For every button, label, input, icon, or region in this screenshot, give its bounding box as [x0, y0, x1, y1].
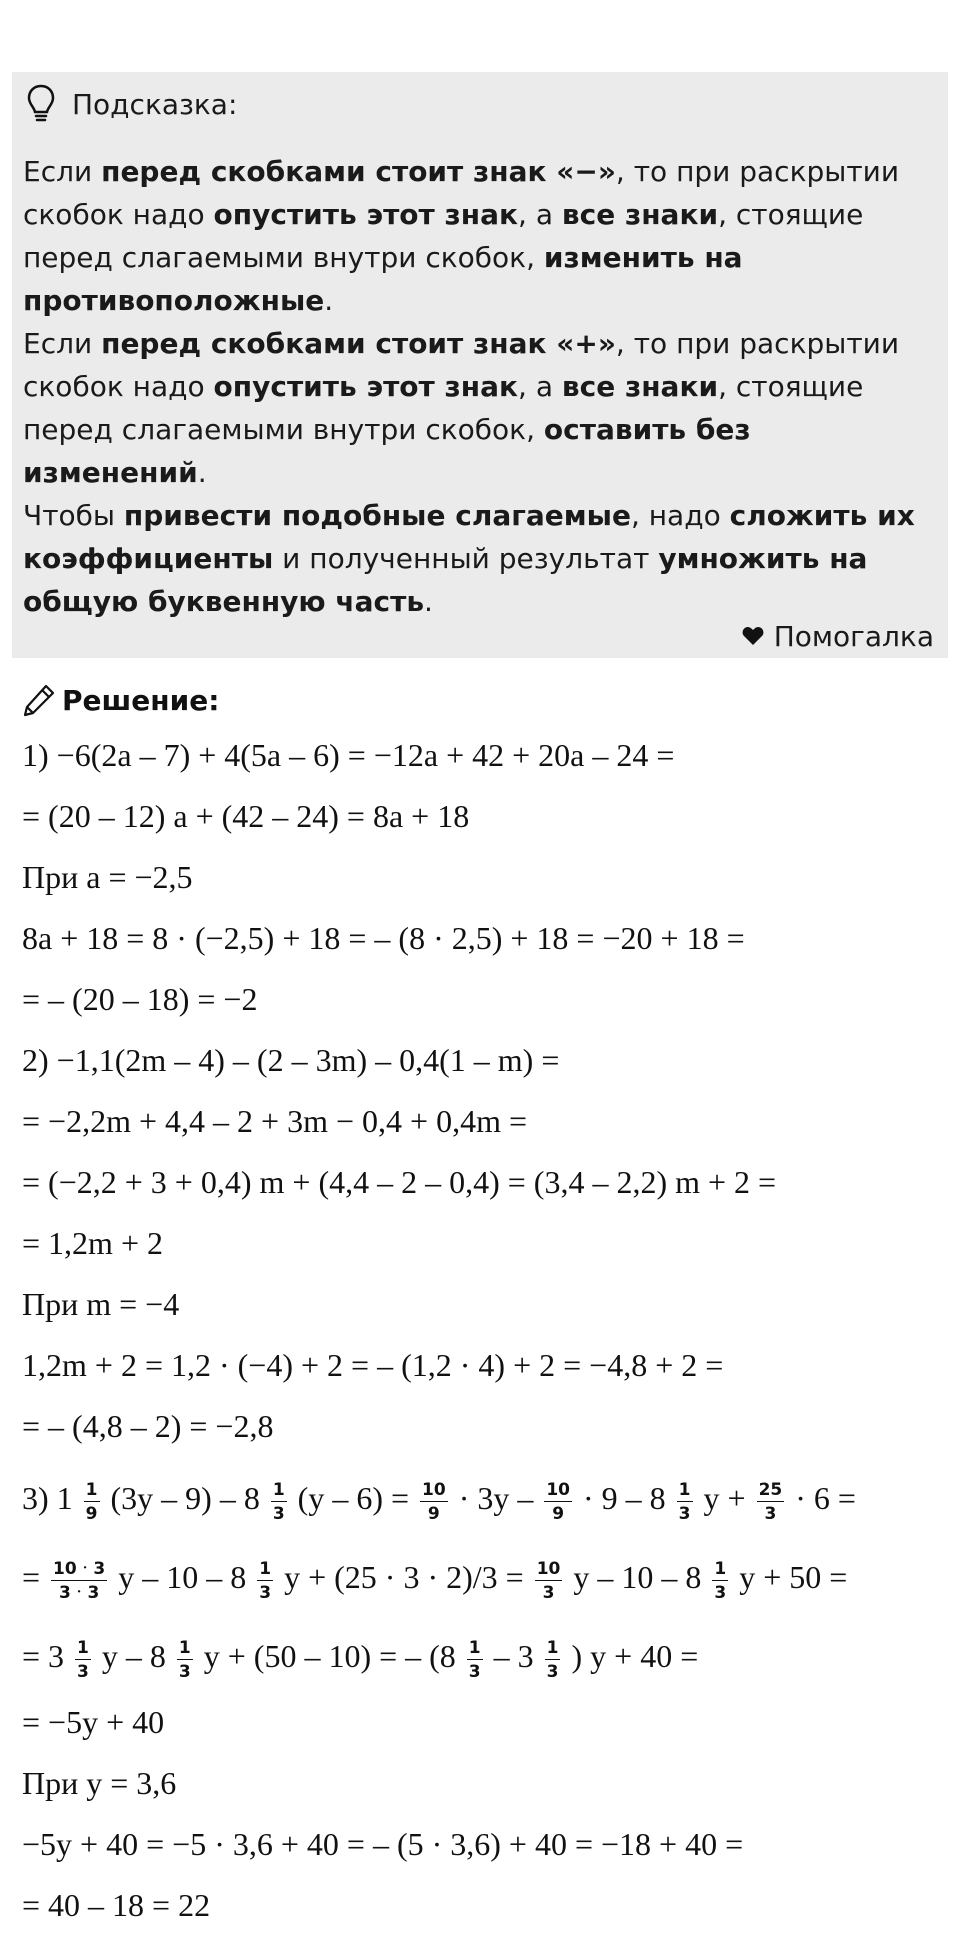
hint-text: Если: [23, 327, 102, 360]
solution-line-14: = $\frac{10 \cdot 3}{3 \cdot 3}$ y – 10 – 8 $\frac{1}{3}$ y + (25 · 3 · 2)/3 = $\frac{10}{3}$ y – 10 – 8 $\frac{1}{3}$ y + 50 =: [22, 1557, 848, 1603]
fraction: $\frac{1}{3}$: [468, 1638, 481, 1682]
hint-text: , надо: [630, 499, 730, 532]
hint-box: [12, 72, 948, 658]
hint-text: .: [324, 284, 334, 317]
solution-line-10: При m = −4: [22, 1286, 180, 1322]
hint-bold-text: умножить на общую буквенную часть: [23, 542, 868, 618]
hint-bold-text: оставить без изменений: [23, 413, 751, 489]
fraction: $\frac{25}{3}$: [758, 1480, 783, 1524]
solution-header: [22, 678, 219, 722]
fraction: $\frac{1}{3}$: [678, 1480, 691, 1524]
solution-title: Решение:: [62, 683, 220, 717]
solution-line-12: = – (4,8 – 2) = −2,8: [22, 1408, 274, 1444]
hint-text: .: [197, 456, 207, 489]
fraction: $\frac{1}{3}$: [546, 1638, 559, 1682]
solution-line-17: При y = 3,6: [22, 1765, 177, 1801]
solution-line-16: = −5y + 40: [22, 1704, 165, 1740]
hint-bold-text: все знаки: [561, 370, 719, 403]
solution-line-7: = −2,2m + 4,4 – 2 + 3m − 0,4 + 0,4m =: [22, 1103, 527, 1139]
hint-text: , то при раскрытии скобок надо: [23, 327, 900, 403]
hint-text: .: [424, 585, 433, 618]
hint-text: и полученный результат: [273, 542, 659, 575]
fraction: $\frac{1}{3}$: [714, 1559, 727, 1603]
hint-title: Подсказка:: [72, 87, 238, 121]
lightbulb-icon: [26, 84, 56, 124]
hint-header: [26, 82, 237, 126]
solution-line-4: 8a + 18 = 8 · (−2,5) + 18 = – (8 · 2,5) + 18 = −20 + 18 =: [22, 920, 745, 956]
fraction: $\frac{10 \cdot 3}{3 \cdot 3}$: [53, 1557, 106, 1603]
hint-bold-text: перед скобками стоит знак «−»: [101, 155, 616, 188]
hint-text: , то при раскрытии скобок надо: [23, 155, 900, 231]
fraction: $\frac{1}{3}$: [77, 1638, 89, 1682]
hint-bold-text: все знаки: [561, 198, 719, 231]
fraction: $\frac{1}{9}$: [85, 1480, 98, 1524]
hint-text: , стоящие перед слагаемыми внутри скобок,: [23, 370, 864, 446]
credit-link[interactable]: [742, 618, 934, 654]
solution-line-6: 2) −1,1(2m – 4) – (2 – 3m) – 0,4(1 – m) =: [22, 1042, 560, 1078]
solution-line-8: = (−2,2 + 3 + 0,4) m + (4,4 – 2 – 0,4) = (3,4 – 2,2) m + 2 =: [22, 1164, 777, 1200]
hint-bold-text: сложить их коэффициенты: [23, 499, 915, 575]
hint-bold-text: привести подобные слагаемые: [123, 499, 631, 532]
hint-bold-text: опустить этот знак: [213, 198, 519, 231]
fraction: $\frac{1}{3}$: [259, 1559, 272, 1603]
hint-paragraph-like-terms: [23, 494, 938, 623]
hint-text: , стоящие перед слагаемыми внутри скобок,: [23, 198, 864, 274]
hint-bold-text: изменить на противоположные: [23, 241, 743, 317]
solution-line-1: 1) −6(2a – 7) + 4(5a – 6) = −12a + 42 + 20a – 24 =: [22, 737, 675, 773]
solution-line-2: = (20 – 12) a + (42 – 24) = 8a + 18: [22, 798, 470, 834]
hint-text: , а: [518, 198, 562, 231]
hint-text: Если: [23, 155, 102, 188]
solution-line-11: 1,2m + 2 = 1,2 · (−4) + 2 = – (1,2 · 4) + 2 = −4,8 + 2 =: [22, 1347, 724, 1383]
solution-line-19: = 40 – 18 = 22: [22, 1887, 211, 1923]
solution-line-13: 3) 1 $\frac{1}{9}$ (3y – 9) – 8 $\frac{1}{3}$ (y – 6) = $\frac{10}{9}$ · 3y – $\frac{10}{9}$ · 9 – 8 $\frac{1}{3}$ y + $\frac{25}{3}$ · 6 =: [22, 1479, 856, 1524]
hint-bold-text: перед скобками стоит знак «+»: [101, 327, 616, 360]
solution-line-3: При a = −2,5: [22, 859, 193, 895]
solution-line-9: = 1,2m + 2: [22, 1225, 163, 1261]
credit-label: Помогалка: [773, 619, 934, 653]
fraction: $\frac{1}{3}$: [272, 1480, 285, 1524]
fraction: $\frac{10}{9}$: [422, 1480, 446, 1524]
fraction: $\frac{10}{9}$: [546, 1480, 571, 1524]
heart-icon: [742, 626, 764, 646]
hint-text: , а: [518, 370, 562, 403]
solution-line-15: = 3 $\frac{1}{3}$ y – 8 $\frac{1}{3}$ y + (50 – 10) = – (8 $\frac{1}{3}$ – 3 $\frac{1}{3}$ ) y + 40 =: [22, 1637, 699, 1682]
fraction: $\frac{1}{3}$: [178, 1638, 191, 1682]
hint-paragraph-minus: [23, 150, 938, 322]
solution-line-5: = – (20 – 18) = −2: [22, 981, 258, 1017]
hint-paragraph-plus: [23, 322, 938, 494]
hint-text: Чтобы: [23, 499, 124, 532]
hint-bold-text: опустить этот знак: [213, 370, 519, 403]
fraction: $\frac{10}{3}$: [536, 1559, 561, 1603]
solution-line-18: −5y + 40 = −5 · 3,6 + 40 = – (5 · 3,6) + 40 = −18 + 40 =: [22, 1826, 744, 1862]
pencil-icon: [22, 683, 56, 717]
